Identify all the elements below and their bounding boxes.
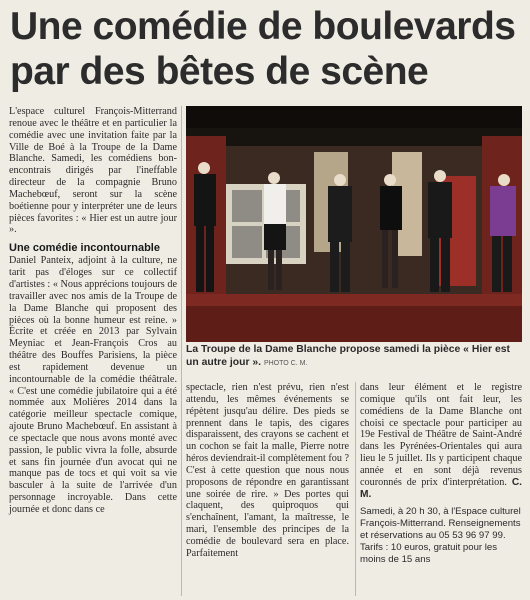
photo-credit: PHOTO C. M. — [263, 359, 308, 367]
headline-line-1: Une comédie de boulevards — [10, 5, 516, 48]
article-subheading: Une comédie incontournable — [9, 242, 160, 255]
article-column-2 — [186, 382, 349, 560]
photo-caption — [186, 344, 522, 370]
article-headline — [10, 4, 522, 94]
headline-line-2: par des bêtes de scène — [10, 50, 429, 93]
body-text-col3 — [360, 382, 522, 500]
article-column-1 — [9, 106, 177, 516]
body-text-col1: Daniel Panteix, adjoint à la culture, ne tarit pas d'éloges sur ce collectif d'artistes : « Nous apprécions toujours de travailler avec nos amis de la Troupe de la Dame Blanche qui proposent des pièces où la bonne humeur est reine. » Écrite et créée en 2013 par Sylvain Meyniac et Jean-François Cros au théâtre des Bouffes Parisiens, la pièce est rapidement devenue un incontournable de la comédie théâtrale. « C'est une comédie jubilatoire qui a été nommée aux Molières 2014 dans la catégorie meilleur spectacle comique, ajoute Bruno Machebœuf. En assistant à ce spectacle que nous avons monté avec passion, le public vivra la folle, absurde et sans fin journée d'un avocat qui ne manque pas de tocs et qui voit sa vie basculer à la suite de l'arrivée d'un personnage incroyable. Dans cette journée et donc dans ce — [9, 255, 177, 515]
column-divider-2 — [355, 382, 356, 596]
article-column-3 — [360, 382, 522, 565]
stage-photo — [186, 106, 522, 342]
author-signature: C. M. — [360, 476, 522, 500]
stage-photo-illustration — [186, 106, 522, 342]
practical-info: Samedi, à 20 h 30, à l'Espace culturel François-Mitterrand. Renseignements et réservations au 05 53 96 97 99. Tarifs : 10 euros, gratuit pour les moins de 15 ans — [360, 506, 521, 565]
body-text-col2: spectacle, rien n'est prévu, rien n'est attendu, les mêmes événements se répètent jusqu'au délire. Des pieds se prennent dans le tapis, des cigares disparaissent, des crayons se cachent et un cochon se fait la malle, Pierre notre héros deviendrait-il complètement fou ? C'est à cette question que nous nous proposons de répondre en garantissant une soirée de rire. » Des portes qui claquent, des quiproquos qui s'enchaînent, l'amant, la maîtresse, le mari, l'ensemble des principes de la comédie de boulevard sera en place. Parfaitement — [186, 382, 349, 559]
body-text-col3-content: dans leur élément et le registre comique qu'ils ont fait leur, les comédiens de la Dame Blanche ont choisi ce spectacle pour participer au 19e Festival de Théâtre de Saint-André dans les Pyrénées-Orientales qui aura lieu le 5 juillet. Ils y participent chaque année et en sont déjà revenus couronnés de prix d'interprétation. — [360, 382, 522, 488]
column-divider-1 — [181, 106, 182, 596]
caption-text: La Troupe de la Dame Blanche propose samedi la pièce « Hier est un autre jour ». — [186, 344, 510, 368]
lead-paragraph: L'espace culturel François-Mitterrand renoue avec le théâtre et en particulier la comédie avec une invitation faite par la Ville de Boé à la Troupe de la Dame Blanche. Samedi, les comédiens bon-encontrais dirigés par l'ineffable directeur de la compagnie Bruno Machebœuf, seront sur la scène boétienne pour y interpréter une de leurs pièces favorites : « Hier est un autre jour ». — [9, 106, 177, 236]
